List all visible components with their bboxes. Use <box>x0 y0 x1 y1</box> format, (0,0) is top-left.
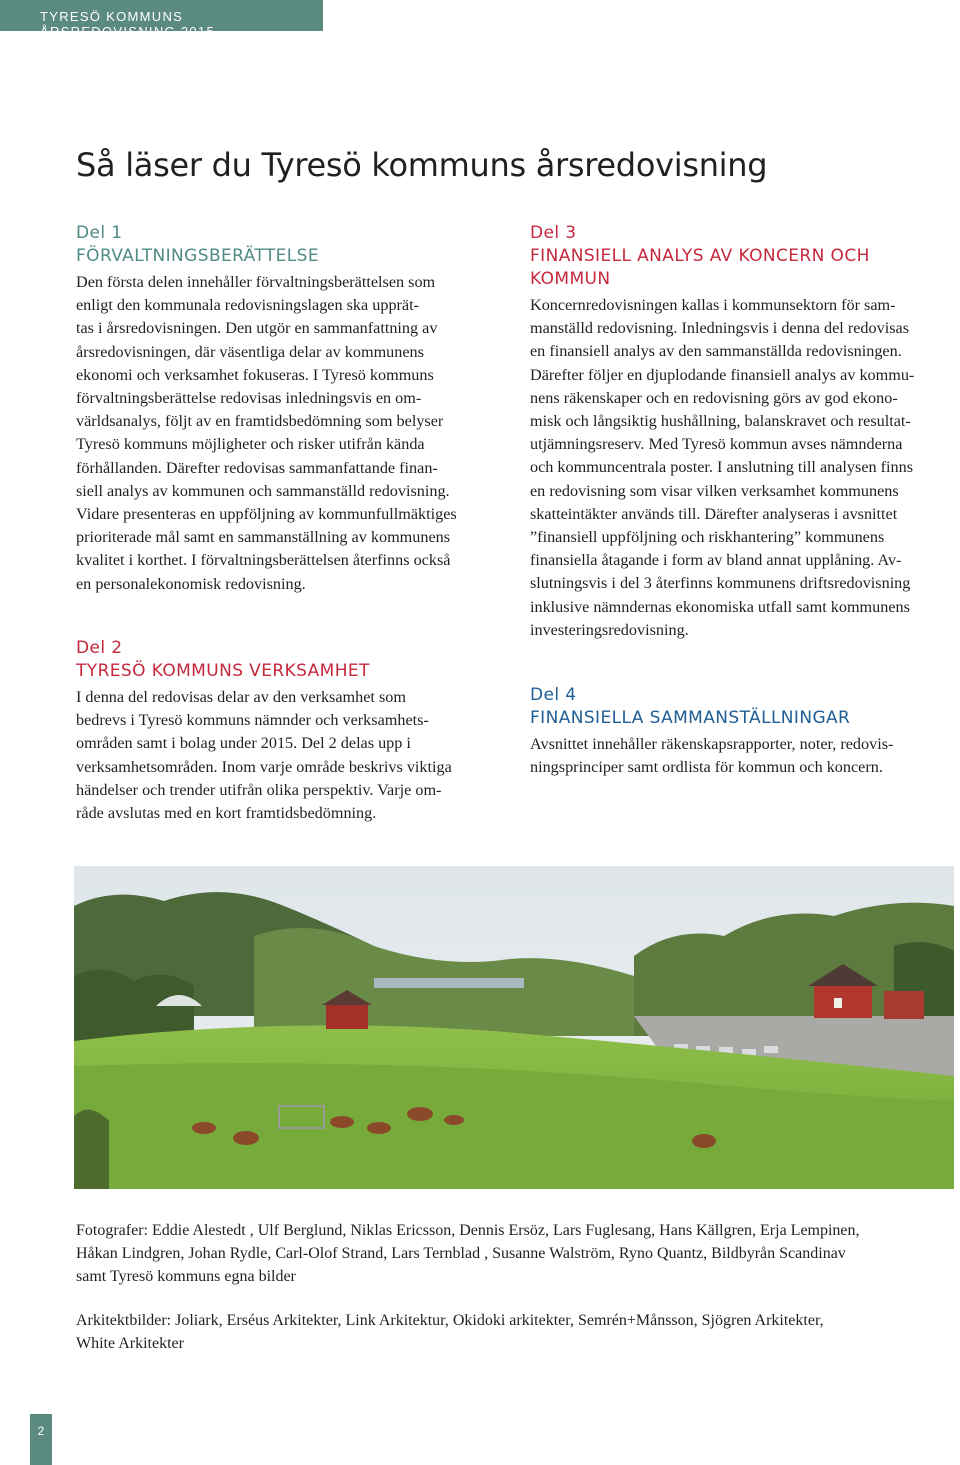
architect-credits <box>76 1309 956 1355</box>
text-line: en personalekonomisk redovisning. <box>76 574 306 593</box>
section-del-1 <box>76 222 506 596</box>
text-line: årsredovisningen, där väsentliga delar av kommunens <box>76 342 424 361</box>
text-line: världsanalys, följt av en framtidsbedömning som belyser <box>76 412 444 431</box>
text-line: en finansiell analys av den sammanställda redovisningen. <box>530 342 902 361</box>
section-del-4 <box>530 684 960 779</box>
text-line: samt Tyresö kommuns egna bilder <box>76 1268 296 1285</box>
section-heading: TYRESÖ KOMMUNS VERKSAMHET <box>76 661 370 681</box>
landscape-photo-icon <box>74 866 954 1189</box>
text-line: inklusive nämndernas ekonomiska utfall samt kommunens <box>530 597 910 616</box>
page-number-band <box>30 1414 52 1465</box>
text-line: slutningsvis i del 3 återfinns kommunens driftsredovisning <box>530 574 911 593</box>
text-line: Avsnittet innehåller räkenskapsrapporter, noter, redovis- <box>530 735 894 753</box>
text-line: och kommuncentrala poster. I anslutning till analysen finns <box>530 458 914 477</box>
running-header-title: TYRESÖ KOMMUNS ÅRSREDOVISNING 2015 <box>40 9 215 39</box>
section-label: Del 4 <box>530 685 577 705</box>
text-line: skatteintäkter används till. Därefter analyseras i avsnittet <box>530 504 898 523</box>
text-line: Den första delen innehåller förvaltningsberättelsen som <box>76 273 436 291</box>
page-title: Så läser du Tyresö kommuns årsredovisning <box>76 146 768 184</box>
text-line: förhållanden. Därefter redovisas sammanfattande finan- <box>76 458 438 477</box>
section-body <box>76 271 506 596</box>
text-line: ningsprinciper samt ordlista för kommun och koncern. <box>530 758 883 777</box>
text-line: förvaltningsberättelse redovisas inledningsvis en om- <box>76 389 422 408</box>
running-header-band <box>0 0 323 39</box>
text-line: misk och långsiktig hushållning, balanskravet och resultat- <box>530 412 911 431</box>
text-line: händelser och trender utifrån olika perspektiv. Varje om- <box>76 780 442 799</box>
text-line: Koncernredovisningen kallas i kommunsektorn för sam- <box>530 296 896 314</box>
text-line: prioriterade mål samt en sammanställning av kommunens <box>76 528 451 547</box>
text-line: utjämningsreserv. Med Tyresö kommun avses nämnderna <box>530 435 903 454</box>
text-line: ”finansiell uppföljning och riskhantering” kommunens <box>530 528 885 547</box>
text-line: Tyresö kommuns möjligheter och risker utifrån kända <box>76 435 425 454</box>
text-line: områden samt i bolag under 2015. Del 2 delas upp i <box>76 734 411 753</box>
text-line: White Arkitekter <box>76 1335 184 1352</box>
section-heading: FINANSIELL ANALYS AV KONCERN OCH <box>530 246 870 266</box>
page-number: 2 <box>37 1424 45 1438</box>
text-line: finansiella åtagande i form av bland annat upplåning. Av- <box>530 551 902 570</box>
section-body <box>76 686 506 825</box>
section-label: Del 3 <box>530 223 577 243</box>
section-label: Del 2 <box>76 638 123 658</box>
section-body <box>530 733 960 779</box>
text-line: Arkitektbilder: Joliark, Erséus Arkitekter, Link Arkitektur, Okidoki arkitekter, Semrén+Månsson, Sjögren Arkitekter, <box>76 1312 824 1329</box>
text-line: manställd redovisning. Inledningsvis i denna del redovisas <box>530 319 909 338</box>
photographer-credits <box>76 1219 956 1288</box>
text-line: råde avslutas med en kort framtidsbedömning. <box>76 804 377 823</box>
section-heading: FÖRVALTNINGSBERÄTTELSE <box>76 246 319 266</box>
text-line: tas i årsredovisningen. Den utgör en sammanfattning av <box>76 319 438 338</box>
text-line: kvalitet i korthet. I förvaltningsberättelsen återfinns också <box>76 551 451 570</box>
text-line: verksamhetsområden. Inom varje område beskrivs viktiga <box>76 757 452 776</box>
section-label: Del 1 <box>76 223 123 243</box>
text-line: en redovisning som visar vilken verksamhet kommunens <box>530 481 899 500</box>
text-line: bedrevs i Tyresö kommuns nämnder och verksamhets- <box>76 711 429 730</box>
landscape-photo <box>74 866 954 1189</box>
section-heading-line-2: KOMMUN <box>530 269 611 289</box>
section-del-2 <box>76 637 506 825</box>
text-line: ekonomi och verksamhet fokuseras. I Tyresö kommuns <box>76 365 434 384</box>
text-line: Håkan Lindgren, Johan Rydle, Carl-Olof Strand, Lars Ternblad , Susanne Walström, Ryno Quantz, Bildbyrån Scandinav <box>76 1245 846 1262</box>
text-line: I denna del redovisas delar av den verksamhet som <box>76 688 406 706</box>
text-line: investeringsredovisning. <box>530 620 689 639</box>
section-del-3 <box>530 222 960 642</box>
section-body <box>530 294 960 642</box>
text-line: siell analys av kommunen och sammanställd redovisning. <box>76 481 450 500</box>
text-line: enligt den kommunala redovisningslagen ska upprät- <box>76 296 420 315</box>
text-line: Vidare presenteras en uppföljning av kommunfullmäktiges <box>76 505 457 524</box>
section-heading: FINANSIELLA SAMMANSTÄLLNINGAR <box>530 708 851 728</box>
text-line: Därefter följer en djuplodande finansiell analys av kommu- <box>530 365 915 384</box>
text-line: nens räkenskaper och en redovisning görs av god ekono- <box>530 388 898 407</box>
text-line: Fotografer: Eddie Alestedt , Ulf Berglund, Niklas Ericsson, Dennis Ersöz, Lars Fuglesang, Hans Källgren, Erja Lempinen, <box>76 1222 860 1239</box>
